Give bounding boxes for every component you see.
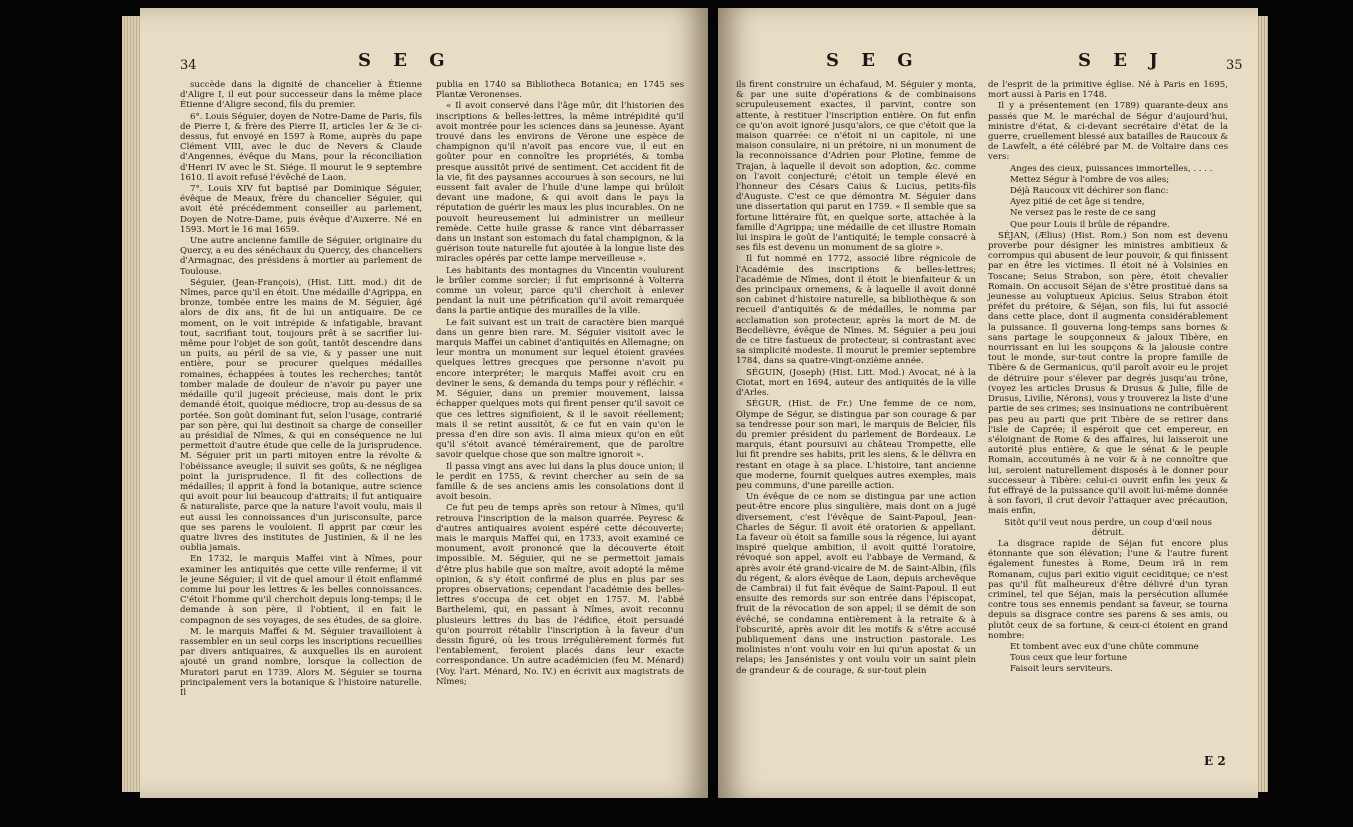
left-column-2: [436, 80, 684, 688]
paragraph: Anges des cieux, puissances immortelles, . . . .: [1010, 163, 1213, 174]
page-edges-left: [122, 16, 142, 792]
paragraph: En 1732, le marquis Maffei vint à Nîmes, pour examiner les antiquités que cette ville renferme; il vit le jeune Séguier; il vit de quel amour il étoit enflammé comme lui pour les lettres & les belles connoissances. C'étoit l'homme qu'il cherchoit depuis long-temps; il le demande à son père, il l'obtient, il en fait le compagnon de ses voyages, de ses études, de sa gloire.: [180, 554, 422, 626]
paragraph: ils firent construire un échafaud, M. Séguier y monta, & par une suite d'opérations & de combinaisons scrupuleusement exactes, il parvint, contre son attente, à restituer l'inscription entière. On fut enfin ce qu'on avoit ignoré jusqu'alors, ce que c'étoit que la maison quarrée: ce n'étoit ni un capitole, ni une maison consulaire, ni un prétoire, ni un monument de la reconnoissance d'Adrien pour Plotine, femme de Trajan, à laquelle il devoit son adoption, &c. comme on l'avoit conjecturé; c'étoit un temple élevé en l'honneur des Césars Caius & Lucius, petits-fils d'Auguste. C'est ce que démontra M. Séguier dans une dissertation qui parut en 1759. « Il semble que sa fortune littéraire fût, en quelque sorte, attachée à la famille d'Agrippa; une médaille de cet illustre Romain lui inspira le goût de l'antiquité; le temple consacré à ses fils est devenu un monument de sa gloire ».: [736, 80, 976, 254]
catchword: E 2: [1204, 754, 1226, 768]
paragraph: SÉGUR, (Hist. de Fr.) Une femme de ce nom, Olympe de Ségur, se distingua par son courage & par sa tendresse pour son mari, le marquis de Belcier, fils du premier président du parlement de Bordeaux. Le marquis, étant poursuivi au château Trompette, elle lui fit prendre ses habits, prit les siens, & le délivra en restant en otage à sa place. L'histoire, tant ancienne que moderne, fournit quelques autres exemples, mais peu communs, d'une pareille action.: [736, 399, 976, 491]
paragraph: Sitôt qu'il veut nous perdre, un coup d'œil nous détruit.: [1004, 517, 1212, 538]
paragraph: Il fut nommé en 1772, associé libre régnicole de l'Académie des inscriptions & belles-lettres; l'académie de Nîmes, dont il étoit le bienfaiteur & un des principaux ornemens, & à laquelle il avoit donné son cabinet d'histoire naturelle, sa bibliothèque & son recueil d'antiquités & de médailles, le nomma par acclamation son protecteur, après la mort de M. de Becdelièvre, évêque de Nîmes. M. Séguier a peu joui de ce titre fastueux de protecteur, si contrastant avec sa simplicité modeste. Il mourut le premier septembre 1784, dans sa quatre-vingt-onzième année.: [736, 254, 976, 367]
paragraph: de l'esprit de la primitive église. Né à Paris en 1695, mort aussi à Paris en 1748.: [988, 80, 1228, 101]
paragraph: SÉGUIN, (Joseph) (Hist. Litt. Mod.) Avocat, né à la Ciotat, mort en 1694, auteur des antiquités de la ville d'Arles.: [736, 367, 976, 399]
left-running-head: S E G: [358, 50, 453, 71]
paragraph: Le fait suivant est un trait de caractère bien marqué dans un genre bien rare. M. Séguier visitoit avec le marquis Maffei un cabinet d'antiquités en Allemagne; on leur montra un monument sur lequel étoient gravées quelques lettres grecques que personne n'avoit pu encore interpréter; le marquis Maffei avoit cru en deviner le sens, & demanda du temps pour y réfléchir. « M. Séguier, dans un premier mouvement, laissa échapper quelques mots qui firent penser qu'il savoit ce que ces lettres signifioient, & il le savoit réellement; mais il se retint aussitôt, & ce fut en vain qu'on le pressa d'en dire son avis. Il aima mieux qu'on en eût qu'il s'étoit avancé témérairement, que de paroître savoir quelque chose que son maître ignoroit ».: [436, 317, 684, 461]
paragraph: « Il avoit conservé dans l'âge mûr, dit l'historien des inscriptions & belles-lettres, la même intrépidité qu'il avoit montrée pour les sciences dans sa jeunesse. Ayant trouvé dans les environs de Vérone une espèce de champignon qu'il n'avoit pas encore vue, il eut en goûter pour en connoître les propriétés, & tomba presque aussitôt privé de sentiment. Cet accident fit de la vie, fit des paysannes accourues à son secours, ne lui eussent fait avaler de l'huile d'une lampe qui brûloit devant une madone, & qui avoit dans le pays la réputation de guérir les maux les plus incurables. On ne pouvoit heureusement lui administrer un meilleur remède. Cette huile grasse & rance vint débarrasser dans un instant son estomach du fatal champignon, & la guérison toute naturelle fut ajoutée à la longue liste des miracles opérés par cette lampe merveilleuse ».: [436, 101, 684, 265]
right-page: [718, 8, 1258, 798]
paragraph: Il passa vingt ans avec lui dans la plus douce union; il le perdit en 1755, & revint chercher au sein de sa famille & de ses anciens amis les consolations dont il avoit besoin.: [436, 461, 684, 503]
paragraph: publia en 1740 sa Bibliotheca Botanica; en 1745 ses Plantæ Veronenses.: [436, 80, 684, 101]
paragraph: Une autre ancienne famille de Séguier, originaire du Quercy, a eu des sénéchaux du Quercy, des chanceliers d'Armagnac, des présidens à mortier au parlement de Toulouse.: [180, 236, 422, 277]
paragraph: Ne versez pas le reste de ce sang: [1010, 208, 1156, 219]
paragraph: Tous ceux que leur fortune: [1010, 653, 1128, 664]
paragraph: Mettez Ségur à l'ombre de vos ailes;: [1010, 174, 1170, 185]
paragraph: M. le marquis Maffei & M. Séguier travailloient à rassembler en un seul corps les inscriptions recueillies par divers antiquaires, & auxquelles ils en auroient ajouté un grand nombre, lorsque la collection de Muratori parut en 1739. Alors M. Séguier se tourna principalement vers la botanique & l'histoire naturelle. Il: [180, 626, 422, 698]
paragraph: Et tombent avec eux d'une chûte commune: [1010, 641, 1199, 652]
paragraph: Ce fut peu de temps après son retour à Nîmes, qu'il retrouva l'inscription de la maison quarrée. Peyresc & d'autres antiquaires avoient espéré cette découverte; mais le marquis Maffei qui, en 1733, avoit examiné ce monument, avoit prononcé que la découverte étoit impossible. M. Séguier, qui ne se permettoit jamais d'être plus habile que son maître, avoit adopté la même opinion, & s'y étoit confirmé de plus en plus par ses propres observations; cependant l'académie des belles-lettres s'occupa de cet objet en 1757. M. l'abbé Barthelemi, qui, en passant à Nîmes, avoit reconnu plusieurs lettres du bas de l'édifice, étoit persuadé qu'on pourroit rétablir l'inscription à la faveur d'un dessin figuré, où les trous irrégulièrement formés fut l'entablement, feroient placés dans leur exacte correspondance. Un autre académicien (feu M. Ménard) (Voy. l'art. Ménard, No. IV.) en écrivit aux magistrats de Nîmes;: [436, 503, 684, 687]
right-running-head-left: S E G: [826, 50, 921, 71]
paragraph: 6°. Louis Séguier, doyen de Notre-Dame de Paris, fils de Pierre I, & frère des Pierre II, articles 1er & 3e ci-dessus, fut envoyé en 1597 à Rome, auprès du pape Clément VIII, avec le duc de Nevers & Claude d'Angennes, évêque du Mans, pour la réconciliation d'Henri IV avec le St. Siége. Il mourut le 9 septembre 1610. Il avoit refusé l'évêché de Laon.: [180, 111, 422, 183]
paragraph: Il y a présentement (en 1789) quarante-deux ans passés que M. le maréchal de Ségur d'aujourd'hui, ministre d'état, & ci-devant secrétaire d'état de la guerre, cruellement blessé aux batailles de Raucoux & de Lawfelt, a été célébré par M. de Voltaire dans ces vers:: [988, 101, 1228, 163]
left-page-number: 34: [180, 58, 197, 73]
right-page-number: 35: [1226, 58, 1243, 73]
paragraph: Déjà Raucoux vit déchirer son flanc:: [1010, 186, 1169, 197]
left-page: [140, 8, 708, 798]
paragraph: 7°. Louis XIV fut baptisé par Dominique Séguier, évêque de Meaux, frère du chancelier Séguier, qui avoit été précédemment conseiller au parlement, Doyen de Notre-Dame, puis évêque d'Auxerre. Né en 1593. Mort le 16 mai 1659.: [180, 184, 422, 235]
right-column-2: [988, 80, 1228, 676]
paragraph: Séguier, (Jean-François), (Hist. Litt. mod.) dit de Nîmes, parce qu'il en étoit. Une médaille d'Agrippa, en bronze, tombée entre les mains de M. Séguier, âgé alors de dix ans, fit de lui un antiquaire. De ce moment, on le voit intrépide & infatigable, bravant tout, sacrifiant tout, toujours prêt à se sacrifier lui-même pour l'objet de son goût, tantôt descendre dans un puits, au péril de sa vie, & y passer une nuit entière, pour se procurer quelques médailles romaines, échappées à toutes les recherches; tantôt tomber malade de douleur de n'avoir pu payer une médaille qu'il jugeoit précieuse, mais dont le prix demandé étoit, quoique médiocre, trop au-dessus de sa portée. Son goût dominant fut, selon l'usage, contrarié par son père, qui lui destinoit sa charge de conseiller au présidial de Nîmes, & qui en conséquence ne lui permettoit d'autre étude que celle de la jurisprudence. M. Séguier prit un parti mitoyen entre la révolte & l'obéissance aveugle; il suivit ses goûts, & ne négligea point la jurisprudence. Il fit des collections de médailles; il apprit à fond la botanique, autre science qui avoit pour lui beaucoup d'attraits; il fut antiquaire & naturaliste, parce que la nature l'avoit voulu, mais il eut aussi les connoissances d'un jurisconsulte, parce que ses parens le vouloient. Il apprit par cœur les quatre livres des institutes de Justinien, & il ne les oublia jamais.: [180, 277, 422, 554]
left-column-1: [180, 80, 422, 699]
paragraph: Ayez pitié de cet âge si tendre,: [1010, 197, 1145, 208]
paragraph: Les habitants des montagnes du Vincentin voulurent le brûler comme sorcier; il fut emprisonné à Volterra comme un voleur, parce qu'il cherchoit à enlever pendant la nuit une pétrification qu'il avoit remarquée dans la partie antique des murailles de la ville.: [436, 265, 684, 317]
paragraph: succède dans la dignité de chancelier à Étienne d'Aligre I, il eut pour successeur dans la même place Étienne d'Aligre second, fils du premier.: [180, 80, 422, 111]
paragraph: Un évêque de ce nom se distingua par une action peut-être encore plus singulière, mais dont on a jugé diversement, c'est l'évêque de Saint-Papoul, Jean-Charles de Ségur. Il avoit été oratorien & appellant. La faveur où étoit sa famille sous la régence, lui ayant inspiré quelque ambition, il avoit quitté l'oratoire, révoqué son appel, avoit eu l'abbaye de Vermand, & après avoir été grand-vicaire de M. de Saint-Albin, (fils du régent, & alors évêque de Laon, depuis archevêque de Cambrai) il fut fait évêque de Saint-Papoul. Il eut ensuite des remords sur son entrée dans l'épiscopat, fruit de la révocation de son appel; il se démit de son évêché, se condamna entièrement à la retraite & à l'obscurité, après avoir dit les motifs & s'être accusé publiquement dans une instruction pastorale. Les molinistes n'ont voulu voir en lui qu'un apostat & un relaps; les Jansénistes y ont voulu voir un saint plein de grandeur & de courage, & sur-tout plein: [736, 492, 976, 676]
paragraph: Faisoit leurs serviteurs.: [1010, 664, 1113, 675]
paragraph: SÉJAN, (Ælius) (Hist. Rom.) Son nom est devenu proverbe pour désigner les ministres ambitieux & corrompus qui abusent de leur pouvoir, & qui finissent par en être les victimes. Il étoit né à Volsinies en Toscane; Seius Strabon, son père, étoit chevalier Romain. On accusoit Séjan de s'être prostitué dans sa jeunesse au voluptueux Apicius. Seius Strabon étoit préfet du prétoire, & Séjan, son fils, lui fut associé dans cette place, dont il augmenta considérablement la puissance. Il gouverna long-temps sans bornes & sans partage le soupçonneux & jaloux Tibère, en nourrissant en lui les soupçons & la jalousie contre tout le monde, sur-tout contre la propre famille de Tibère & de Germanicus, qu'il paroît avoir eu le projet de détruire pour s'élever par degrés jusqu'au trône, (voyez les articles Drusus & Drusus & Julie, fille de Drusus, Livilie, Nérons), vous y trouverez la liste d'une partie de ses crimes; ses insinuations ne contribuèrent pas peu au parti que prit Tibère de se retirer dans l'isle de Caprée; il espéroit que cet empereur, en s'éloignant de Rome & des affaires, lui laisseroit une autorité plus entière, & que le sénat & le peuple Romain, accoutumés à ne voir & à ne connoître que lui, seroient naturellement disposés à le donner pour successeur à Tibère: celui-ci ouvrit enfin les yeux & fut effrayé de la puissance qu'il avoit lui-même donnée à son favori, il crut devoir l'attaquer avec précaution, mais enfin,: [988, 230, 1228, 517]
paragraph: Que pour Louis il brûle de répandre.: [1010, 219, 1170, 230]
right-column-1: [736, 80, 976, 677]
paragraph: La disgrace rapide de Séjan fut encore plus étonnante que son élévation; l'une & l'autre furent également funestes à Rome, Deum irâ in rem Romanam, cujus pari exitio viguit ceciditque; ce n'est pas qu'il fût malheureux d'être délivré d'un tyran criminel, tel que Séjan, mais la persécution allumée contre tous ses ennemis pendant sa faveur, se tourna depuis sa disgrace contre ses parens & ses amis, ou plutôt ceux de sa fortune, & ceux-ci étoient en grand nombre:: [988, 538, 1228, 641]
right-running-head-right: S E J: [1078, 50, 1166, 71]
